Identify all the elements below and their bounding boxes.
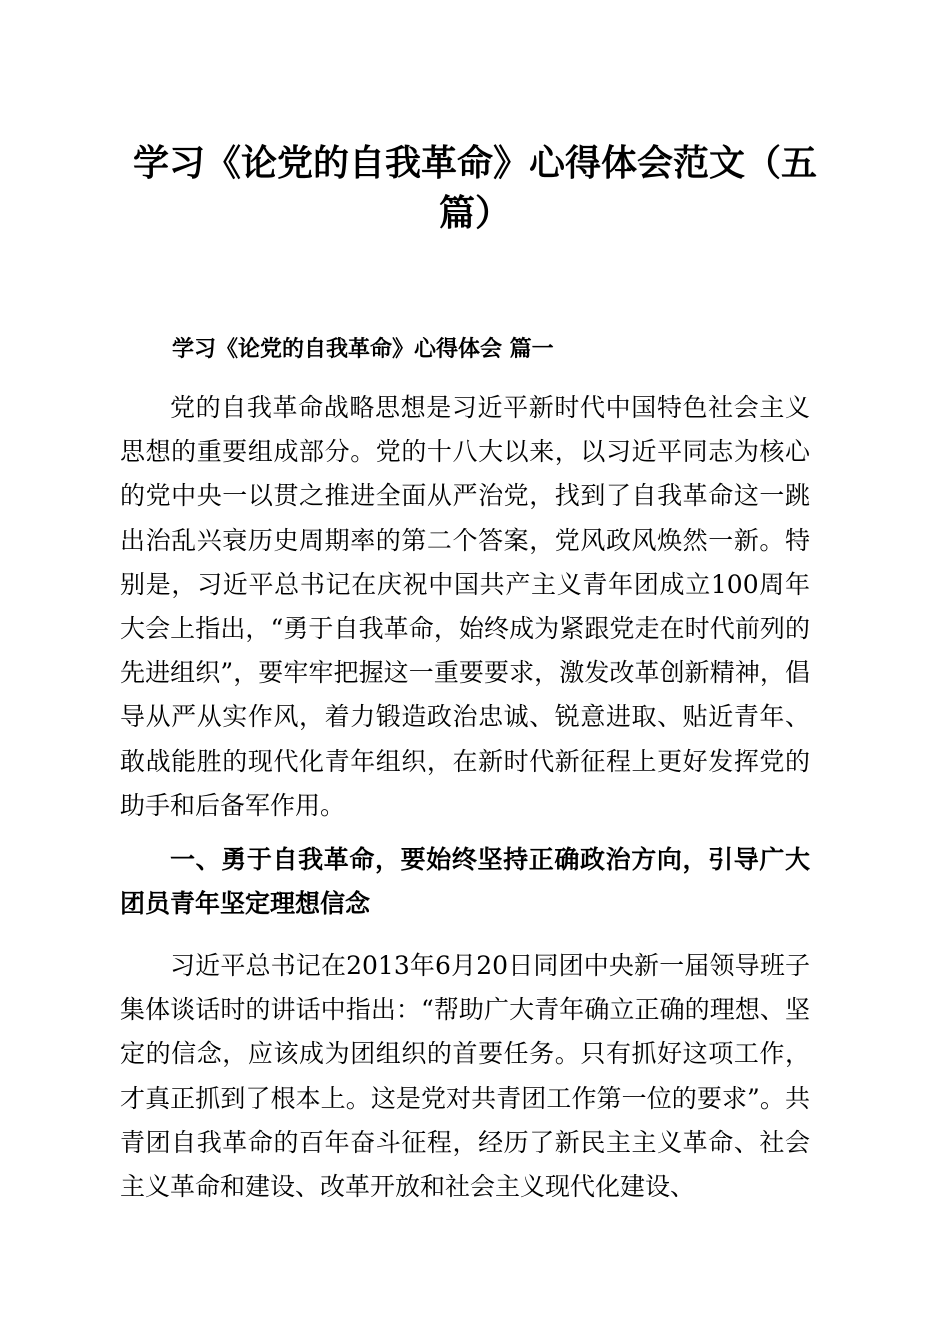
document-title: 学习《论党的自我革命》心得体会范文（五篇） bbox=[132, 142, 817, 234]
body-paragraph: 习近平总书记在2013年6月20日同团中央新一届领导班子集体谈话时的讲话中指出：“帮助广大青年确立正确的理想、坚定的信念，应该成为团组织的首要任务。只有抓好这项工作，才真正抓到了根本上。这是党对共青团工作第一位的要求”。共青团自我革命的百年奋斗征程，经历了新民主主义革命、社会主义革命和建设、改革开放和社会主义现代化建设、 bbox=[120, 951, 810, 1202]
section-title: 学习《论党的自我革命》心得体会 篇一 bbox=[172, 336, 554, 362]
subheading: 一、勇于自我革命，要始终坚持正确政治方向，引导广大团员青年坚定理想信念 bbox=[120, 845, 810, 918]
body-paragraph: 党的自我革命战略思想是习近平新时代中国特色社会主义思想的重要组成部分。党的十八大以来，以习近平同志为核心的党中央一以贯之推进全面从严治党，找到了自我革命这一跳出治乱兴衰历史周期率的第二个答案，党风政风焕然一新。特别是，习近平总书记在庆祝中国共产主义青年团成立100周年大会上指出，“勇于自我革命，始终成为紧跟党走在时代前列的先进组织”，要牢牢把握这一重要要求，激发改革创新精神，倡导从严从实作风，着力锻造政治忠诚、锐意进取、贴近青年、敢战能胜的现代化青年组织，在新时代新征程上更好发挥党的助手和后备军作用。 bbox=[120, 393, 810, 820]
